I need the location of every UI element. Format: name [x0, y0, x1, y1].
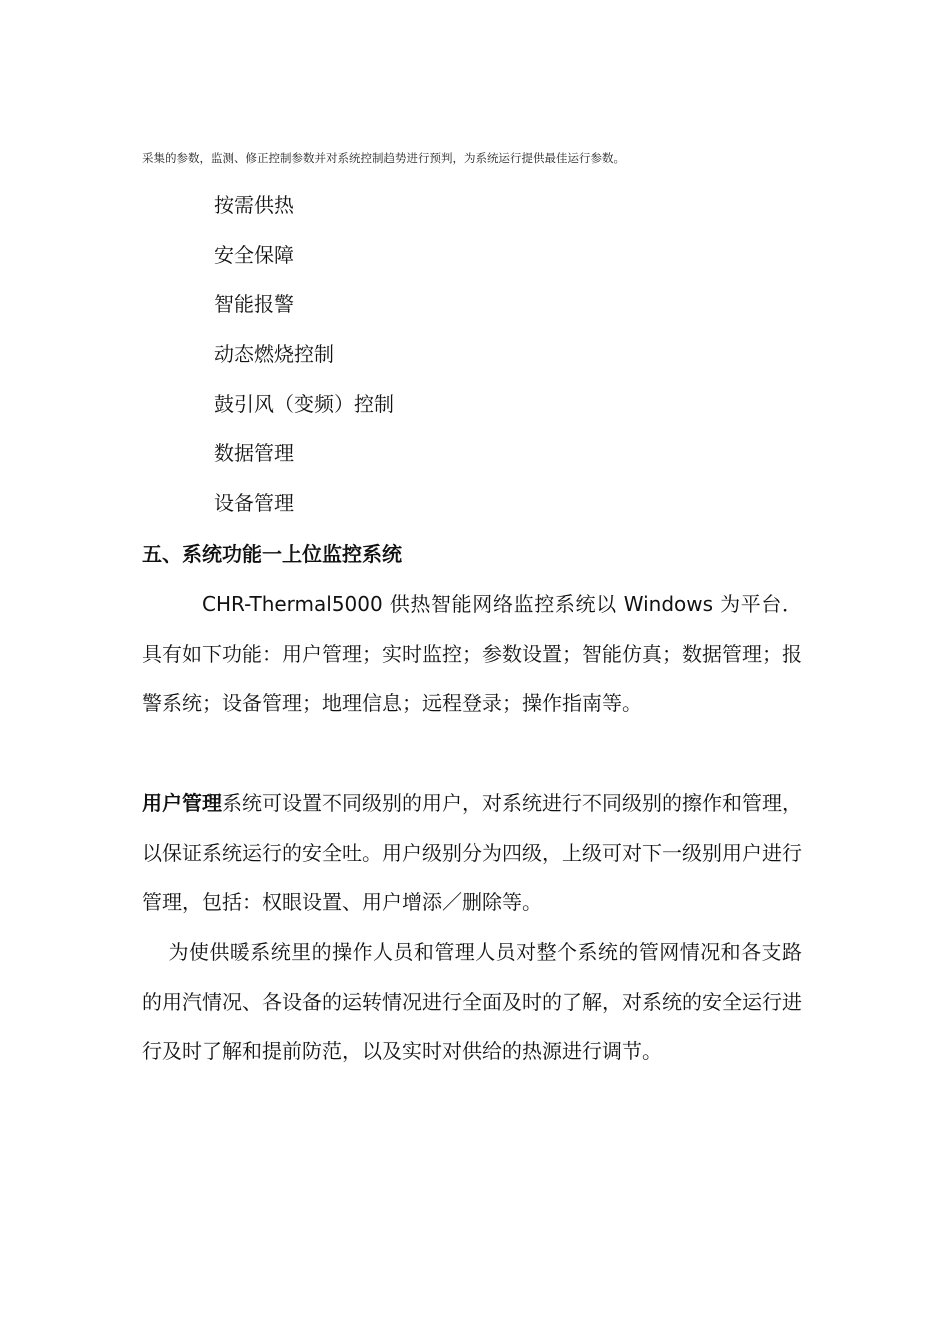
- section-heading: 五、系统功能一上位监控系统: [142, 542, 402, 566]
- list-item: 智能报警: [214, 292, 294, 317]
- paragraph-text: 系统可设置不同级别的用户，对系统进行不同级别的擦作和管理，以保证系统运行的安全吐。用户级别分为四级，上级可对下一级别用户进行管理，包括：权眼设置、用户增添／删除等。: [142, 791, 802, 915]
- paragraph-text: CHR-Thermal5000 供热智能网络监控系统以 Windows 为平台．具有如下功能：用户管理；实时监控；参数设置；智能仿真；数据管理；报警系统；设备管理；地理信息；远程登录；操作指南等。: [142, 592, 802, 716]
- list-item: 鼓引风（变频）控制: [214, 391, 394, 416]
- list-item: 动态燃烧控制: [214, 342, 334, 367]
- paragraph-bold-lead: 用户管理: [142, 791, 222, 815]
- paragraph-user-management: [142, 779, 802, 928]
- list-item: 按需供热: [214, 193, 294, 217]
- list-item: 安全保障: [214, 242, 294, 267]
- list-item: 数据管理: [214, 441, 294, 466]
- paragraph-system-overview: [142, 580, 802, 729]
- paragraph-purpose: [142, 928, 802, 1077]
- paragraph-text: 为使供暖系统里的操作人员和管理人员对整个系统的管网情况和各支路的用汽情况、各设备的运转情况进行全面及时的了解，对系统的安全运行进行及时了解和提前防范，以及实时对供给的热源进行调节。: [142, 940, 802, 1064]
- feature-list: [214, 190, 394, 538]
- top-text-line: 采集的参数，监测、修正控制参数并对系统控制趋势进行预判，为系统运行提供最佳运行参数。: [142, 151, 625, 165]
- list-item: 设备管理: [214, 491, 294, 516]
